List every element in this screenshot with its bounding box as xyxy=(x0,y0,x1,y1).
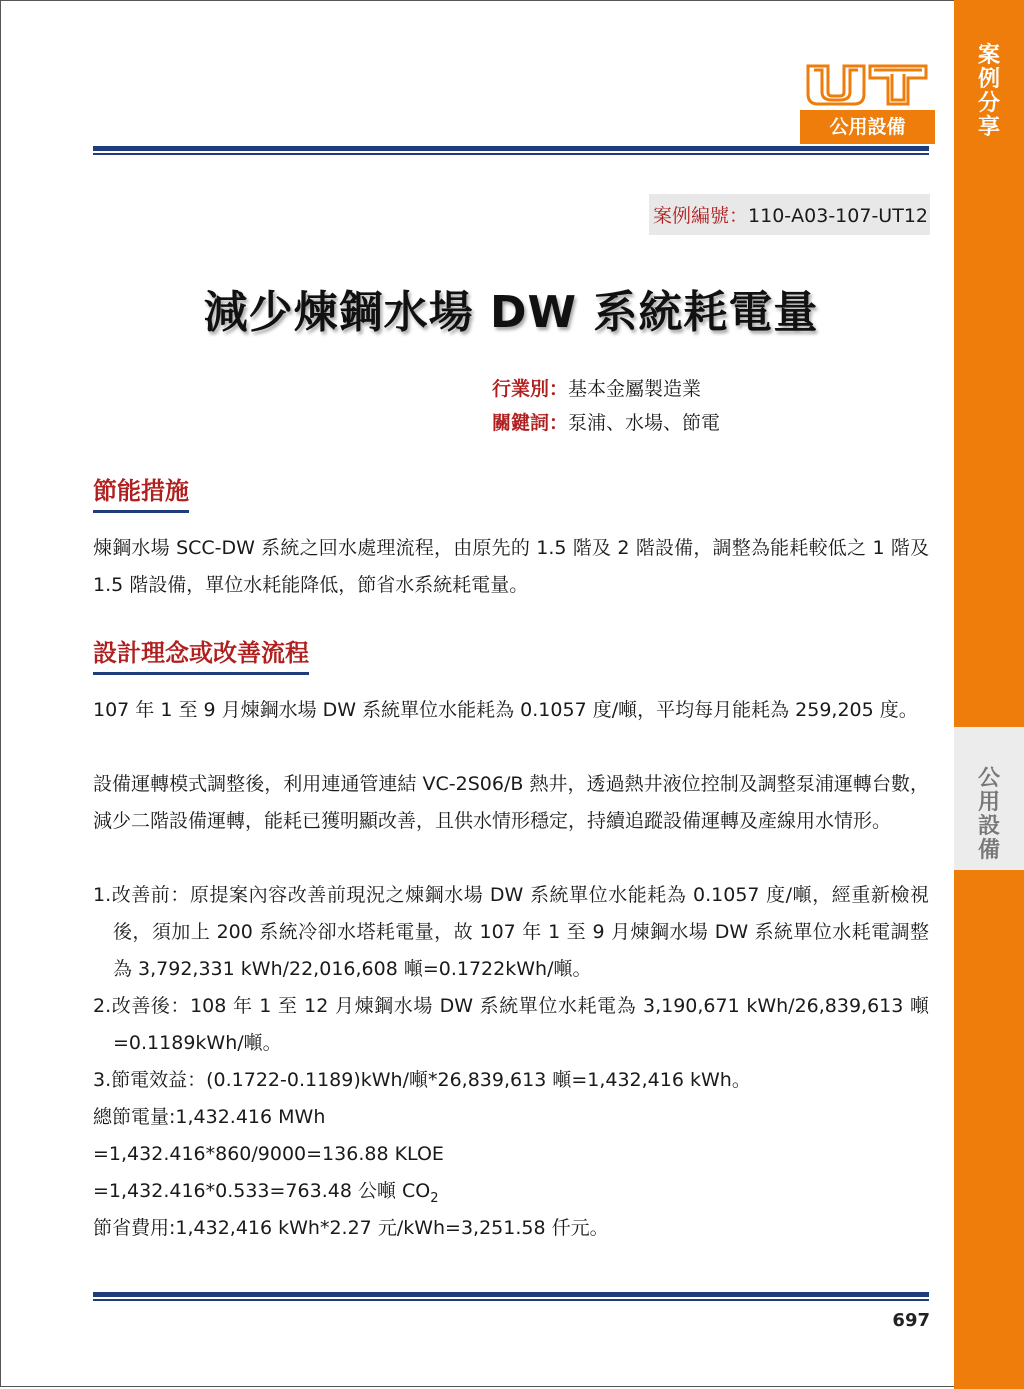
footer-rule xyxy=(93,1292,929,1301)
page-number: 697 xyxy=(892,1310,930,1331)
case-number xyxy=(649,194,930,235)
case-number-label: 案例編號： xyxy=(653,205,749,227)
total-savings-line: 總節電量:1,432.416 MWh xyxy=(93,1106,326,1128)
case-number-value: 110-A03-107-UT12 xyxy=(748,205,928,227)
keywords-value: 泵浦、水場、節電 xyxy=(568,412,721,434)
kloe-line: =1,432.416*860/9000=136.88 KLOE xyxy=(93,1143,444,1165)
section-heading-design: 設計理念或改善流程 xyxy=(93,638,309,675)
side-tab-lower xyxy=(954,870,1024,1389)
section-side-label: 公 用 設 備 xyxy=(977,766,1000,863)
keywords-line xyxy=(492,408,720,435)
design-paragraph-1: 107 年 1 至 9 月煉鋼水場 DW 系統單位水能耗為 0.1057 度/噸，平均每月能耗為 259,205 度。 xyxy=(93,699,918,721)
list-item-before: 1.改善前：原提案內容改善前現況之煉鋼水場 DW 系統單位水能耗為 0.1057 度/噸，經重新檢視後，須加上 200 系統冷卻水塔耗電量，故 107 年 1 至 9 月煉鋼水場 DW 系統單位水耗電調整為 3,792,331 kWh/22,016,608 噸=0.1722kWh/噸。 xyxy=(93,884,929,980)
keywords-label: 關鍵詞： xyxy=(492,412,569,434)
cost-savings-line: 節省費用:1,432,416 kWh*2.27 元/kWh=3,251.58 仟元。 xyxy=(93,1217,609,1239)
ut-logo-label: 公用設備 xyxy=(800,110,935,144)
industry-label: 行業別： xyxy=(492,378,569,400)
header-rule xyxy=(93,146,929,155)
category-side-tab xyxy=(954,0,1024,727)
section-side-tab xyxy=(954,727,1024,870)
list-item-after: 2.改善後：108 年 1 至 12 月煉鋼水場 DW 系統單位水耗電為 3,190,671 kWh/26,839,613 噸=0.1189kWh/噸。 xyxy=(93,995,929,1054)
measures-paragraph: 煉鋼水場 SCC-DW 系統之回水處理流程，由原先的 1.5 階及 2 階設備，調整為能耗較低之 1 階及 1.5 階設備，單位水耗能降低，節省水系統耗電量。 xyxy=(93,537,929,596)
industry-value: 基本金屬製造業 xyxy=(568,378,702,400)
list-item-benefit: 3.節電效益：(0.1722-0.1189)kWh/噸*26,839,613 噸=1,432,416 kWh。 xyxy=(93,1069,751,1091)
industry-line xyxy=(492,374,701,401)
ut-logo-letters xyxy=(804,62,930,106)
co2-line: =1,432.416*0.533=763.48 公噸 $CO_2$ xyxy=(93,1180,439,1206)
ut-logo xyxy=(800,62,935,144)
category-side-label: 案 例 分 享 xyxy=(977,43,1000,140)
page-title: 減少煉鋼水場 DW 系統耗電量 xyxy=(203,287,819,338)
design-paragraph-2: 設備運轉模式調整後，利用連通管連結 VC-2S06/B 熱井，透過熱井液位控制及調整泵浦運轉台數，減少二階設備運轉，能耗已獲明顯改善，且供水情形穩定，持續追蹤設備運轉及產線用水情形。 xyxy=(93,773,929,832)
section-heading-measures: 節能措施 xyxy=(93,476,189,513)
